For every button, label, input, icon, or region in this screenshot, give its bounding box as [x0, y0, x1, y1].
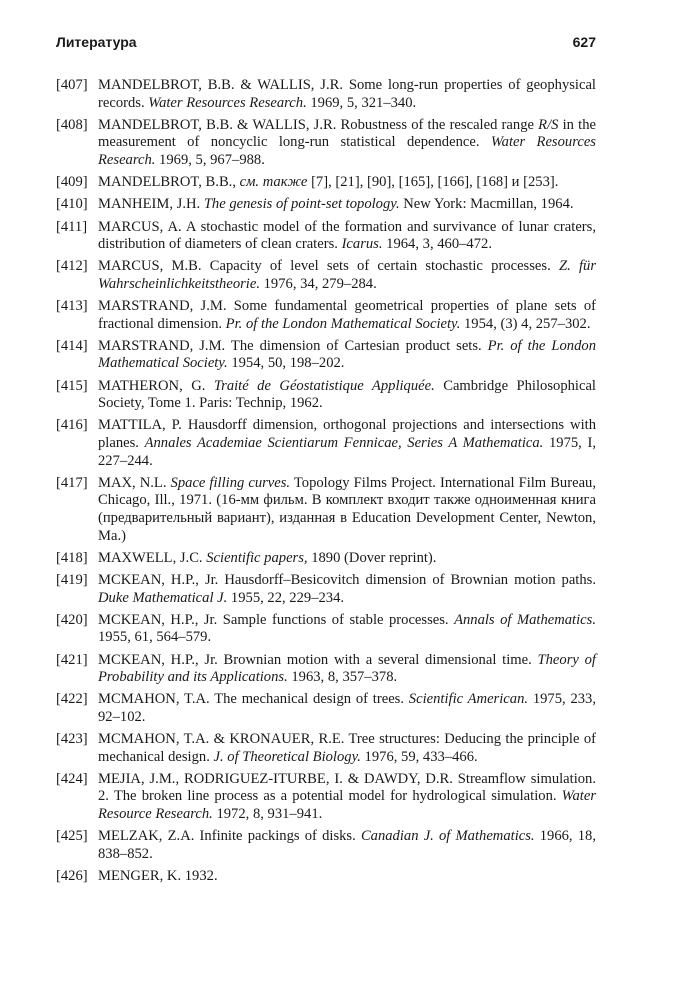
reference-segment: MANDELBROT, B.B. & WALLIS, J.R. Some long-run properties of geophysical records.	[98, 77, 596, 111]
reference-number: [415]	[56, 377, 88, 394]
reference-number: [420]	[56, 611, 88, 628]
reference-number: [424]	[56, 770, 88, 787]
reference-number: [410]	[56, 196, 88, 213]
reference-text	[98, 475, 596, 545]
reference-segment: 1955, 61, 564–579.	[98, 629, 212, 646]
reference-entry	[56, 117, 596, 170]
reference-italic-segment: см. также	[239, 174, 308, 191]
reference-segment: MARCUS, A. A stochastic model of the formation and survivance of lunar craters, distribution of diameters of clean craters.	[98, 218, 596, 253]
reference-italic-segment: Space filling curves.	[170, 474, 291, 491]
reference-number: [412]	[56, 258, 88, 275]
reference-text	[98, 550, 596, 568]
reference-segment: 1976, 59, 433–466.	[360, 748, 478, 765]
reference-italic-segment: Annales Academiae Scientiarum Fennicae, Series A Mathematica.	[144, 435, 544, 452]
reference-segment: Cambridge Philosophical Society, Tome 1. Paris: Technip, 1962.	[98, 377, 596, 412]
reference-text	[98, 77, 596, 112]
reference-number: [425]	[56, 828, 88, 845]
reference-italic-segment: Z. für Wahrscheinlichkeitstheorie.	[98, 258, 597, 292]
reference-italic-segment: Canadian J. of Mathematics.	[360, 828, 535, 845]
reference-segment: MATHERON, G.	[98, 377, 214, 394]
reference-text	[98, 612, 596, 647]
reference-segment: MENGER, K. 1932.	[98, 868, 218, 885]
reference-segment: MANHEIM, J.H.	[98, 196, 204, 213]
reference-entry	[56, 417, 596, 470]
reference-text	[98, 771, 596, 824]
reference-entry	[56, 691, 596, 726]
reference-number: [422]	[56, 691, 88, 708]
reference-segment: MARSTRAND, J.M. Some fundamental geometrical properties of plane sets of fractional dimension.	[98, 298, 596, 332]
reference-segment: 1976, 34, 279–284.	[259, 275, 377, 292]
reference-number: [407]	[56, 77, 88, 93]
page-number: 627	[572, 34, 596, 50]
reference-segment: 1975, I, 227–244.	[98, 435, 596, 469]
reference-text	[98, 731, 596, 766]
reference-text	[98, 828, 596, 863]
reference-segment: MAX, N.L.	[98, 474, 171, 491]
reference-text	[98, 691, 596, 726]
reference-italic-segment: Traité de Géostatistique Appliquée.	[213, 377, 435, 394]
reference-segment: MAXWELL, J.C.	[98, 549, 207, 566]
reference-segment: 1972, 8, 931–941.	[212, 806, 323, 823]
reference-entry	[56, 298, 596, 333]
section-title: Литература	[56, 34, 137, 50]
reference-italic-segment: Water Resources Research.	[98, 134, 596, 168]
reference-segment: MCKEAN, H.P., Jr. Hausdorff–Besicovitch dimension of Brownian motion paths.	[98, 571, 596, 588]
reference-entry	[56, 612, 596, 647]
reference-segment: MELZAK, Z.A. Infinite packings of disks.	[98, 828, 361, 845]
reference-entry	[56, 550, 596, 568]
reference-italic-segment: J. of Theoretical Biology.	[213, 748, 361, 765]
reference-segment: MCMAHON, T.A. The mechanical design of trees.	[98, 691, 409, 708]
reference-segment: [7], [21], [90], [165], [166], [168] и [253].	[307, 174, 559, 191]
reference-entry	[56, 652, 596, 687]
reference-segment: MCMAHON, T.A. & KRONAUER, R.E. Tree structures: Deducing the principle of mechanical design.	[98, 731, 596, 765]
reference-italic-segment: Scientific American.	[408, 691, 529, 708]
reference-number: [416]	[56, 417, 88, 434]
reference-text	[98, 117, 596, 170]
reference-entry	[56, 475, 596, 545]
reference-italic-segment: Pr. of the London Mathematical Society.	[225, 315, 461, 332]
reference-number: [426]	[56, 868, 88, 885]
reference-text	[98, 572, 596, 607]
reference-italic-segment: Theory of Probability and its Applications.	[98, 651, 596, 686]
reference-entry	[56, 258, 596, 293]
reference-segment: 1964, 3, 460–472.	[382, 236, 492, 253]
reference-entry	[56, 77, 596, 112]
reference-italic-segment: Icarus.	[341, 236, 383, 253]
reference-text	[98, 196, 596, 214]
reference-number: [414]	[56, 337, 88, 354]
reference-segment: 1890 (Dover reprint).	[307, 549, 437, 566]
reference-segment: in the measurement of noncyclic long-run statistical dependence.	[98, 116, 596, 151]
reference-entry	[56, 378, 596, 413]
reference-segment: 1966, 18, 838–852.	[98, 828, 597, 862]
reference-segment: MATTILA, P. Hausdorff dimension, orthogonal projections and intersections with planes.	[98, 417, 596, 452]
reference-text	[98, 378, 596, 413]
reference-segment: 1954, 50, 198–202.	[227, 355, 345, 372]
reference-entry	[56, 338, 596, 373]
reference-entry	[56, 174, 596, 192]
reference-text	[98, 868, 596, 886]
reference-entry	[56, 219, 596, 254]
reference-italic-segment: The genesis of point-set topology.	[203, 196, 400, 213]
reference-segment: 1975, 233, 92–102.	[98, 691, 596, 725]
reference-segment: 1969, 5, 321–340.	[306, 94, 417, 111]
reference-number: [409]	[56, 174, 88, 191]
reference-segment: 1969, 5, 967–988.	[155, 151, 265, 168]
reference-entry	[56, 828, 596, 863]
reference-number: [411]	[56, 218, 88, 235]
reference-italic-segment: Duke Mathematical J.	[98, 589, 228, 606]
reference-entry	[56, 731, 596, 766]
reference-number: [418]	[56, 549, 88, 566]
reference-number: [417]	[56, 474, 88, 491]
reference-segment: MCKEAN, H.P., Jr. Sample functions of stable processes.	[98, 611, 455, 628]
reference-italic-segment: R/S	[538, 116, 559, 133]
reference-number: [419]	[56, 571, 88, 588]
reference-text	[98, 652, 596, 687]
reference-italic-segment: Scientific papers,	[206, 549, 308, 566]
reference-segment: MEJIA, J.M., RODRIGUEZ-ITURBE, I. & DAWDY, D.R. Streamflow simulation. 2. The broken line process as a potential model for hydrological simulation.	[98, 770, 596, 805]
reference-text	[98, 174, 596, 192]
reference-segment: MANDELBROT, B.B.,	[98, 174, 240, 191]
reference-italic-segment: Water Resources Research.	[148, 94, 307, 111]
reference-segment: 1963, 8, 357–378.	[287, 669, 398, 686]
reference-italic-segment: Pr. of the London Mathematical Society.	[98, 337, 596, 372]
reference-italic-segment: Water Resource Research.	[98, 788, 596, 823]
reference-text	[98, 338, 596, 373]
reference-number: [413]	[56, 298, 88, 315]
reference-text	[98, 258, 596, 293]
reference-list	[56, 77, 596, 890]
reference-segment: MARCUS, M.B. Capacity of level sets of certain stochastic processes.	[98, 258, 559, 275]
reference-number: [421]	[56, 651, 88, 668]
reference-segment: 1955, 22, 229–234.	[227, 589, 345, 606]
reference-text	[98, 417, 596, 470]
reference-segment: Topology Films Project. International Film Bureau, Chicago, Ill., 1971. (16-мм фильм. В комплект входит также одноименная книга (предварительный вариант), изданная в Education Development Center, Newton, Ma.)	[98, 474, 596, 544]
reference-entry	[56, 868, 596, 886]
reference-italic-segment: Annals of Mathematics.	[454, 611, 596, 628]
reference-number: [408]	[56, 116, 88, 133]
reference-entry	[56, 771, 596, 824]
reference-number: [423]	[56, 731, 88, 748]
reference-segment: 1954, (3) 4, 257–302.	[460, 315, 591, 332]
reference-segment: MANDELBROT, B.B. & WALLIS, J.R. Robustness of the rescaled range	[98, 116, 539, 133]
reference-segment: New York: Macmillan, 1964.	[399, 196, 574, 213]
reference-text	[98, 298, 596, 333]
reference-text	[98, 219, 596, 254]
running-header	[56, 34, 596, 50]
reference-segment: MARSTRAND, J.M. The dimension of Cartesian product sets.	[98, 337, 488, 354]
reference-segment: MCKEAN, H.P., Jr. Brownian motion with a several dimensional time.	[98, 651, 538, 668]
reference-entry	[56, 572, 596, 607]
reference-entry	[56, 196, 596, 214]
